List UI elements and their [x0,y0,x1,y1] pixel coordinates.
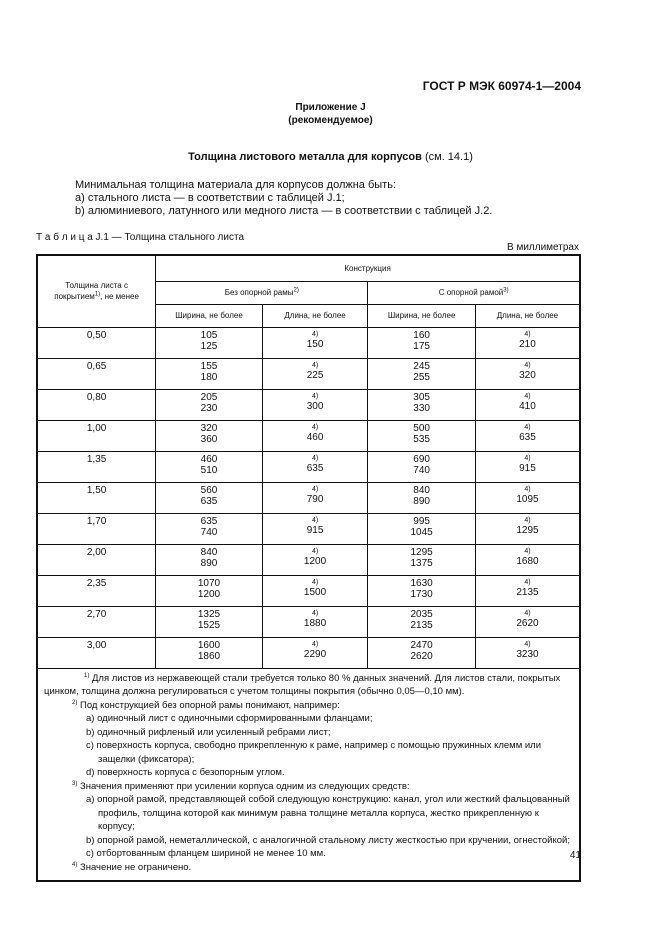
annex-heading [0,101,661,127]
footnote: a) одиночный лист с одиночными сформированными фланцами; [86,713,373,724]
table-row [37,482,580,513]
annex-subtitle: (рекомендуемое) [288,115,373,126]
length-cell: 4) 460 [262,420,368,451]
table-row [37,637,580,668]
width-cell: 305 330 [368,389,476,420]
thickness-cell: 3,00 [37,637,156,668]
footnote: b) опорной рамой, неметаллической, с аналогичной стальному листу жесткостью при кручении, огнестойкой; [86,834,570,846]
footnote: b) одиночный рифленый или усиленный ребрами лист; [86,726,331,738]
page-number: 41 [569,850,581,861]
length-cell: 4) 1095 [475,482,580,513]
length-cell: 4) 2135 [475,575,580,606]
length-cell: 4) 1200 [262,544,368,575]
thickness-cell: 2,00 [37,544,156,575]
header-with-frame: С опорной рамой$^{3)}$ [368,281,580,304]
footnote: $^{3)}$ Значения применяют при усилении корпуса одним из следующих средств: [72,780,410,792]
length-cell: 4) 1500 [262,575,368,606]
table-caption: Т а б л и ц а J.1 — Толщина стального листа [36,232,245,243]
table-row [37,606,580,637]
width-cell: 500 535 [368,420,476,451]
width-cell: 320 360 [156,420,263,451]
footnote: $^{2)}$ Под конструкцией без опорной рамы понимают, например: [72,699,340,711]
length-cell: 4) 1680 [475,544,580,575]
footnote: $^{4)}$ Значение не ограничено. [72,861,192,873]
table-row [37,451,580,482]
section-ref: (см. 14.1) [424,151,473,163]
table-row [37,544,580,575]
footnote: c) отбортованным фланцем шириной не менее 10 мм. [86,848,326,859]
steel-thickness-table [36,254,581,882]
thickness-cell: 0,80 [37,389,156,420]
table-row [37,358,580,389]
width-cell: 1325 1525 [156,606,263,637]
intro-text [75,179,492,218]
header-no-frame: Без опорной рамы$^{2)}$ [156,281,368,304]
thickness-cell: 1,50 [37,482,156,513]
length-cell: 4) 2620 [475,606,580,637]
width-cell: 205 230 [156,389,263,420]
length-cell: 4) 225 [262,358,368,389]
intro-item-a: a) стального листа — в соответствии с таблицей J.1; [75,192,345,204]
width-cell: 245 255 [368,358,476,389]
table-row [37,513,580,544]
footnote: a) опорной рамой, представляющей собой следующую конструкцию: канал, угол или жесткий фальцованный профиль, толщина которой как минимум равна толщине металла корпуса, жестко прикрепленную к корпусу; [86,794,570,832]
footnote: $^{1)}$ Для листов из нержавеющей стали требуется только 80 % данных значений. Для листов стали, покрытых цинком, толщина должна регулироваться с учетом толщины покрытия (обычно 0,05—0,10 мм). [44,672,561,697]
length-cell: 4) 320 [475,358,580,389]
thickness-cell: 1,70 [37,513,156,544]
header-width-2: Ширина, не более [368,304,476,327]
length-cell: 4) 3230 [475,637,580,668]
section-title [0,151,661,163]
width-cell: 560 635 [156,482,263,513]
length-cell: 4) 410 [475,389,580,420]
thickness-cell: 2,35 [37,575,156,606]
width-cell: 155 180 [156,358,263,389]
header-thickness: Толщина листа с покрытием$^{1)}$, не менее [37,255,156,327]
width-cell: 840 890 [156,544,263,575]
width-cell: 635 740 [156,513,263,544]
length-cell: 4) 790 [262,482,368,513]
length-cell: 4) 915 [262,513,368,544]
width-cell: 160 175 [368,327,476,358]
intro-item-b: b) алюминиевого, латунного или медного листа — в соответствии с таблицей J.2. [75,205,493,217]
width-cell: 2035 2135 [368,606,476,637]
thickness-cell: 2,70 [37,606,156,637]
length-cell: 4) 1295 [475,513,580,544]
width-cell: 690 740 [368,451,476,482]
header-width-1: Ширина, не более [156,304,263,327]
table-row [37,420,580,451]
document-code: ГОСТ Р МЭК 60974-1—2004 [422,79,581,93]
table-units: В миллиметрах [507,242,579,253]
thickness-cell: 0,65 [37,358,156,389]
length-cell: 4) 150 [262,327,368,358]
thickness-cell: 1,35 [37,451,156,482]
width-cell: 105 125 [156,327,263,358]
table-row [37,389,580,420]
length-cell: 4) 915 [475,451,580,482]
thickness-cell: 1,00 [37,420,156,451]
annex-title: Приложение J [295,102,366,113]
length-cell: 4) 1880 [262,606,368,637]
length-cell: 4) 2290 [262,637,368,668]
width-cell: 1070 1200 [156,575,263,606]
length-cell: 4) 300 [262,389,368,420]
thickness-cell: 0,50 [37,327,156,358]
length-cell: 4) 635 [262,451,368,482]
table-row [37,575,580,606]
table-footnotes [37,668,580,881]
header-length-1: Длина, не более [262,304,368,327]
length-cell: 4) 210 [475,327,580,358]
width-cell: 1295 1375 [368,544,476,575]
header-construction: Конструкция [156,255,580,281]
table-row [37,327,580,358]
section-title-text: Толщина листового металла для корпусов [188,151,422,163]
width-cell: 840 890 [368,482,476,513]
footnote: c) поверхность корпуса, свободно прикрепленную к раме, например с помощью пружинных клемм или защелки (фиксатора); [86,740,542,765]
intro-line: Минимальная толщина материала для корпусов должна быть: [75,179,397,191]
header-length-2: Длина, не более [475,304,580,327]
footnote: d) поверхность корпуса с безопорным углом. [86,767,285,778]
width-cell: 2470 2620 [368,637,476,668]
length-cell: 4) 635 [475,420,580,451]
width-cell: 995 1045 [368,513,476,544]
width-cell: 1600 1860 [156,637,263,668]
width-cell: 460 510 [156,451,263,482]
width-cell: 1630 1730 [368,575,476,606]
